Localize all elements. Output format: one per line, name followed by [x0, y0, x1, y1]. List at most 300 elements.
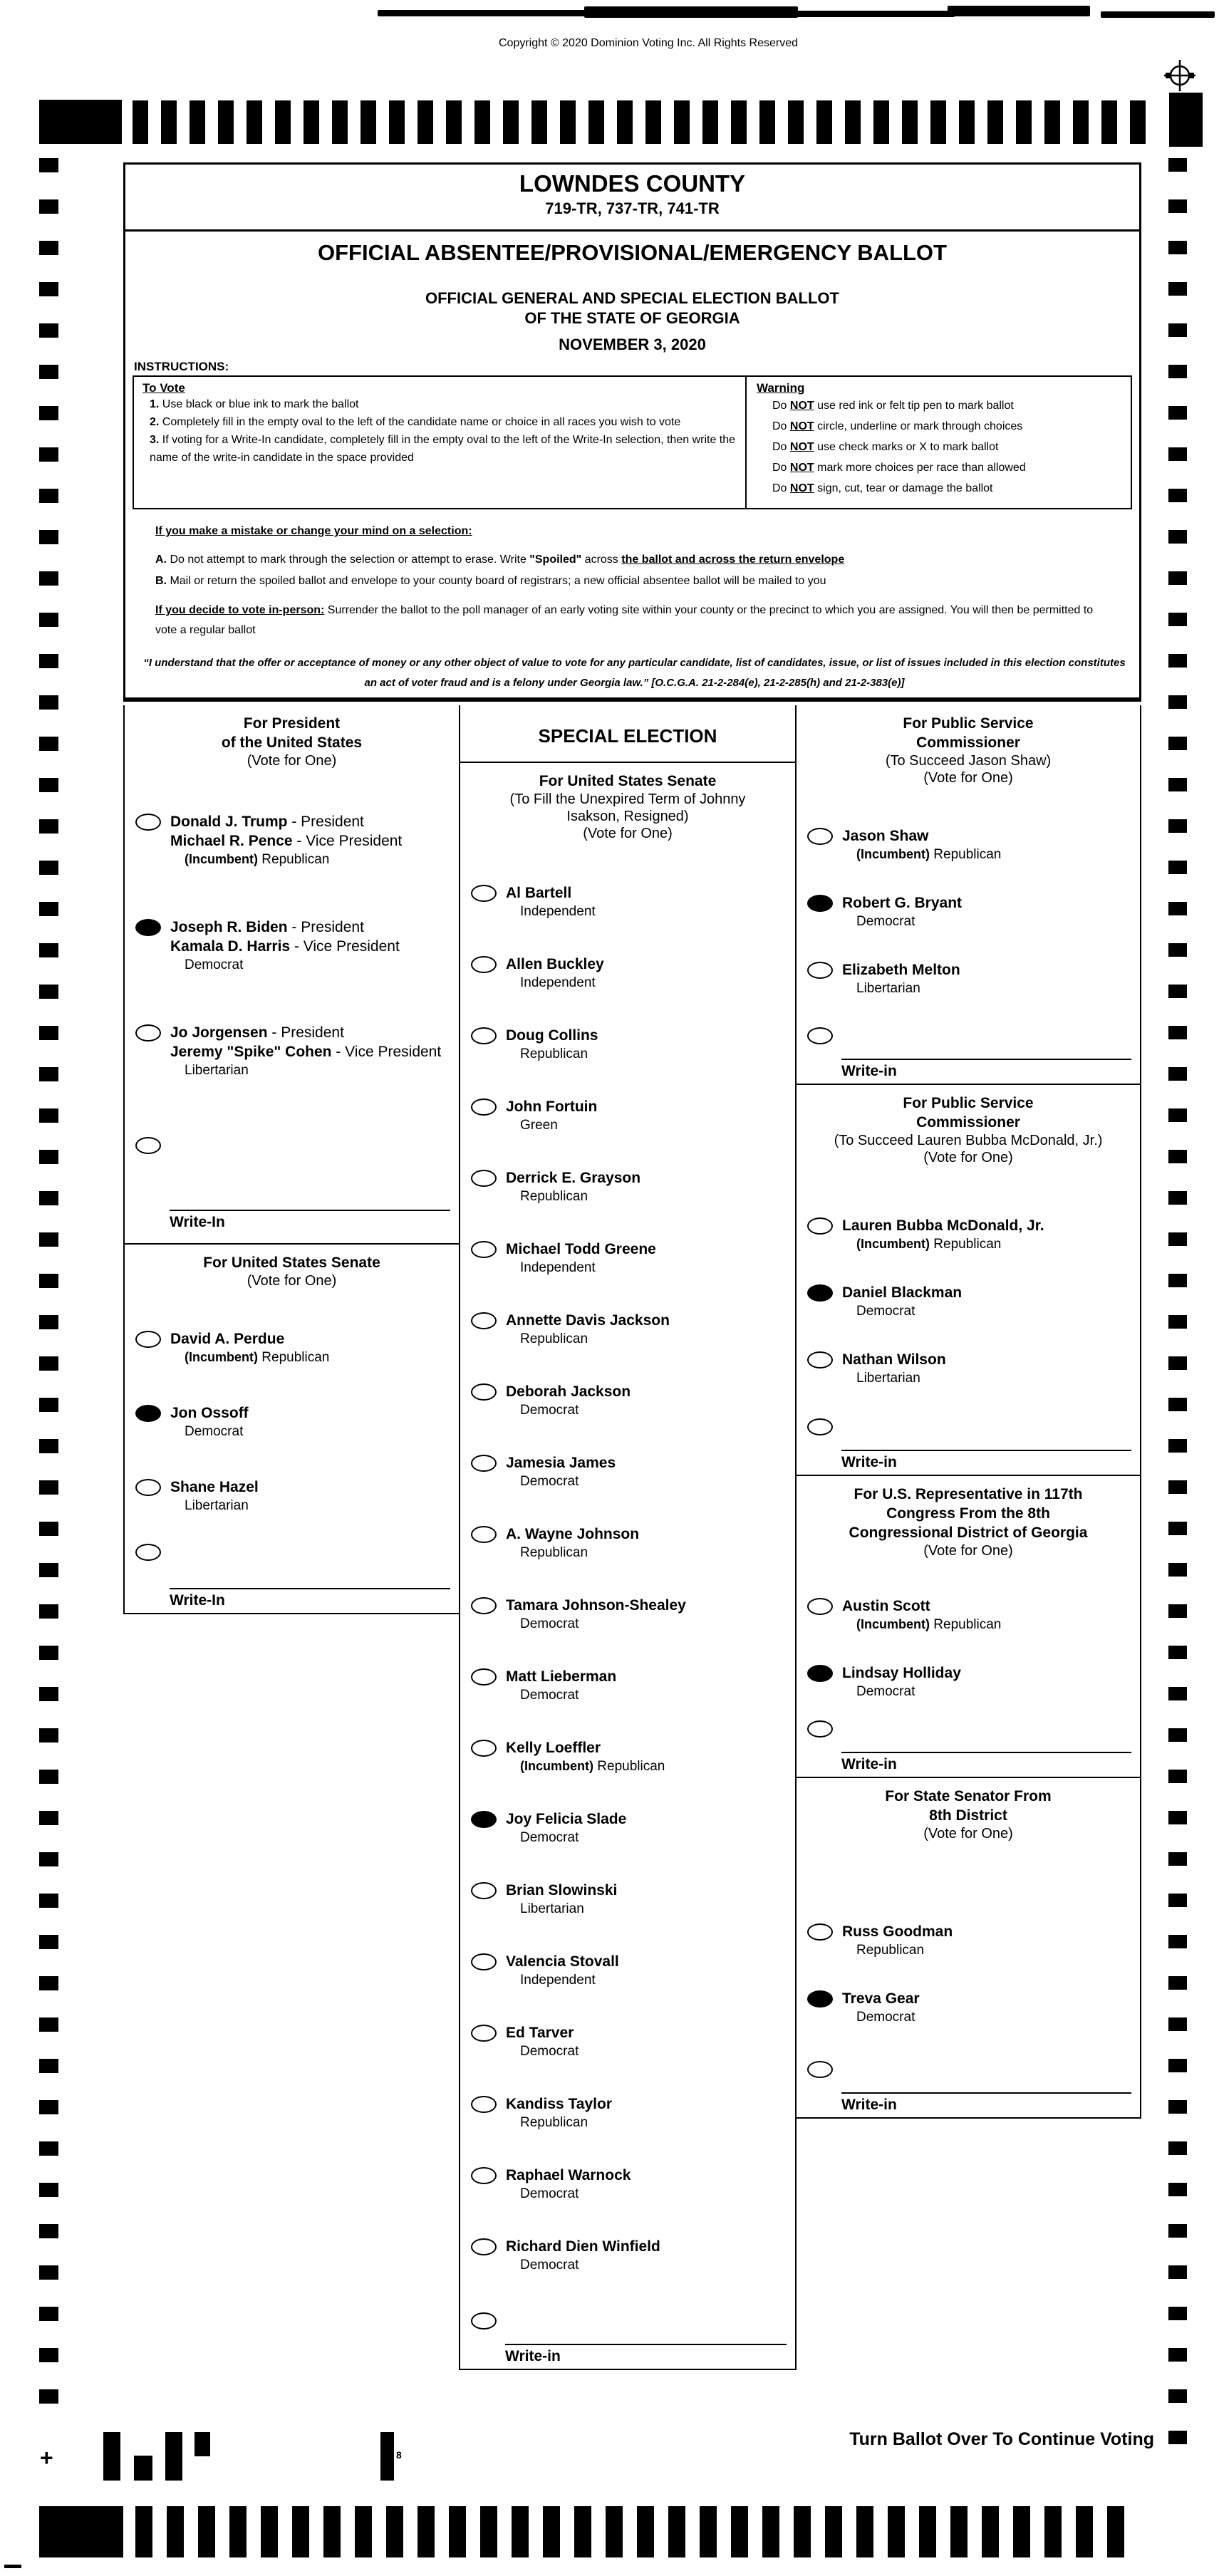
- contest-header: [797, 1787, 1140, 1842]
- candidate-text: [842, 826, 1001, 863]
- warning-item: Do NOT sign, cut, tear or damage the ballot: [772, 482, 993, 494]
- candidate-name: Nathan Wilson: [842, 1351, 946, 1368]
- timing-mark: [39, 241, 58, 255]
- timing-mark: [1073, 100, 1089, 144]
- ballot-oval[interactable]: [471, 1597, 497, 1614]
- party-label: [506, 1259, 656, 1277]
- timing-mark: [1168, 447, 1187, 461]
- party-label: [506, 1829, 626, 1847]
- ballot-oval[interactable]: [471, 1668, 497, 1686]
- warning-item: Do NOT use check marks or X to mark ballot: [772, 441, 999, 453]
- ballot-oval[interactable]: [471, 2096, 497, 2113]
- candidate-text: [506, 1453, 616, 1490]
- ballot-oval-filled[interactable]: [135, 919, 161, 936]
- party-label: [842, 1616, 1001, 1634]
- timing-mark: [39, 1522, 58, 1536]
- candidate-office-suffix: - President: [287, 814, 364, 830]
- candidate-name: Elizabeth Melton: [842, 962, 960, 978]
- candidate-row: [797, 1216, 1140, 1253]
- timing-mark: [39, 1894, 58, 1908]
- timing-mark: [1168, 1026, 1187, 1039]
- timing-mark: [762, 2506, 779, 2557]
- ballot-oval[interactable]: [807, 1217, 833, 1235]
- timing-mark: [39, 2389, 58, 2404]
- timing-mark: [930, 100, 946, 144]
- timing-mark: [449, 2506, 466, 2557]
- candidate-name-line: [842, 1663, 961, 1683]
- ballot-oval-filled[interactable]: [471, 1811, 497, 1828]
- timing-mark: [1168, 1646, 1187, 1659]
- timing-mark: [919, 2506, 936, 2557]
- timing-mark: [389, 100, 405, 144]
- ballot-oval-filled[interactable]: [807, 895, 833, 912]
- candidate-office-suffix: - President: [267, 1024, 344, 1041]
- party-label: [170, 1497, 259, 1515]
- timing-mark: [503, 100, 519, 144]
- timing-mark: [39, 1067, 58, 1081]
- timing-mark: [39, 1232, 58, 1247]
- ballot-subtitle-2: OF THE STATE OF GEORGIA: [524, 309, 740, 327]
- warning-item: Do NOT circle, underline or mark through choices: [772, 420, 1023, 432]
- ballot-oval[interactable]: [471, 1241, 497, 1258]
- write-in-oval[interactable]: [135, 1544, 161, 1561]
- candidate-name-line: [506, 1667, 616, 1686]
- timing-mark: [1168, 695, 1187, 709]
- party-label: [506, 1045, 598, 1063]
- timing-mark: [731, 2506, 748, 2557]
- timing-mark: [574, 2506, 591, 2557]
- race-title: Congress From the 8th: [886, 1505, 1050, 1522]
- ballot-oval[interactable]: [807, 1598, 833, 1615]
- party-name: Republican: [933, 1617, 1002, 1632]
- running-mate-line: [170, 831, 402, 851]
- party-name: Republican: [933, 1237, 1002, 1252]
- party-label: [170, 1423, 249, 1440]
- timing-mark: [1168, 1315, 1187, 1329]
- timing-mark: [1168, 2017, 1187, 2031]
- candidate-name-line: [842, 1596, 1001, 1616]
- ballot-oval[interactable]: [135, 1479, 161, 1496]
- timing-mark: [702, 100, 718, 144]
- candidate-text: [842, 1663, 961, 1700]
- candidate-name-line: [506, 1525, 639, 1544]
- candidate-name: Kelly Loeffler: [506, 1740, 601, 1756]
- candidate-list: [125, 1329, 459, 1515]
- party-label: [506, 1188, 640, 1205]
- race-title: 8th District: [929, 1807, 1007, 1824]
- scan-artifact: [584, 6, 798, 18]
- warning-item: Do NOT mark more choices per race than allowed: [772, 462, 1026, 474]
- edge-barcode-bar: [165, 2432, 182, 2481]
- party-name: Republican: [520, 1331, 588, 1346]
- party-name: Democrat: [856, 1684, 915, 1699]
- race-title: Congressional District of Georgia: [849, 1525, 1088, 1541]
- timing-mark: [39, 489, 58, 503]
- timing-mark: [617, 100, 633, 144]
- timing-mark: [1168, 2348, 1187, 2362]
- party-label: [506, 2256, 660, 2274]
- timing-mark: [1168, 2265, 1187, 2279]
- candidate-name: Richard Dien Winfield: [506, 2238, 660, 2255]
- candidate-name: Lauren Bubba McDonald, Jr.: [842, 1217, 1044, 1234]
- ballot-oval-filled[interactable]: [807, 1990, 833, 2008]
- candidate-name: John Fortuin: [506, 1099, 598, 1115]
- candidate-text: [842, 893, 962, 930]
- candidate-row: [460, 2166, 795, 2203]
- timing-mark: [1168, 1976, 1187, 1990]
- candidate-name: Austin Scott: [842, 1598, 930, 1614]
- timing-mark: [39, 571, 58, 586]
- timing-mark: [816, 100, 832, 144]
- candidate-row: [460, 1667, 795, 1704]
- timing-mark: [1168, 1108, 1187, 1122]
- timing-mark: [39, 1356, 58, 1371]
- ballot-oval[interactable]: [135, 1331, 161, 1348]
- vote-for-instruction: (Vote for One): [247, 753, 337, 769]
- candidate-name: Jason Shaw: [842, 828, 929, 844]
- timing-mark: [794, 2506, 811, 2557]
- timing-mark: [1168, 1687, 1187, 1700]
- running-mate-line: [170, 937, 400, 956]
- timing-mark: [531, 100, 547, 144]
- timing-mark: [902, 100, 918, 144]
- candidate-name: Brian Slowinski: [506, 1882, 618, 1899]
- party-label: [506, 1330, 670, 1348]
- write-in-oval[interactable]: [807, 2061, 833, 2078]
- party-name: Independent: [520, 1973, 596, 1988]
- race-subtitle: (To Fill the Unexpired Term of Johnny: [509, 791, 746, 807]
- candidate-name-line: [506, 1168, 640, 1188]
- timing-mark: [446, 100, 462, 144]
- contest-header: [125, 714, 459, 769]
- party-name: Democrat: [520, 2258, 579, 2273]
- candidate-text: [842, 1283, 962, 1320]
- alignment-plus-mark: +: [40, 2445, 53, 2471]
- edge-barcode-bar: [134, 2456, 152, 2481]
- party-name: Republican: [856, 1943, 925, 1958]
- party-name: Democrat: [856, 1304, 915, 1319]
- timing-mark: [39, 530, 58, 544]
- timing-mark: [1168, 158, 1187, 172]
- timing-mark: [668, 2506, 685, 2557]
- timing-mark: [1168, 199, 1187, 213]
- ballot-oval[interactable]: [471, 1526, 497, 1543]
- timing-mark: [1076, 2506, 1093, 2557]
- timing-mark: [759, 100, 775, 144]
- timing-mark: [825, 2506, 842, 2557]
- candidate-text: [842, 1922, 953, 1959]
- scan-artifact: [378, 10, 598, 16]
- timing-mark: [1168, 985, 1187, 998]
- party-label: [506, 1615, 686, 1633]
- write-in-oval[interactable]: [471, 2312, 497, 2330]
- ballot-oval[interactable]: [471, 1099, 497, 1116]
- party-label: [506, 1116, 597, 1134]
- timing-mark: [1168, 406, 1187, 420]
- mistake-step-a: A. Do not attempt to mark through the selection or attempt to erase. Write "Spoiled" across the ballot and across the return envelope: [155, 554, 845, 566]
- timing-mark: [39, 406, 58, 420]
- candidate-text: [842, 1596, 1001, 1634]
- party-label: [842, 980, 960, 997]
- warning-cell: [747, 377, 1131, 508]
- to-vote-cell: [134, 377, 747, 508]
- timing-mark: [417, 2506, 435, 2557]
- candidate-row: [460, 1596, 795, 1633]
- timing-mark: [1016, 100, 1032, 144]
- candidate-name-line: [506, 2237, 660, 2256]
- vote-for-instruction: (Vote for One): [923, 770, 1013, 786]
- candidate-text: [506, 2023, 579, 2060]
- timing-mark: [39, 1976, 58, 1990]
- timing-mark: [1169, 93, 1203, 147]
- ballot-oval[interactable]: [471, 956, 497, 973]
- candidate-row: [125, 1477, 459, 1515]
- candidate-text: [506, 955, 604, 992]
- timing-mark: [1168, 654, 1187, 668]
- county-name: LOWNDES COUNTY: [519, 170, 746, 197]
- candidate-row: [797, 1922, 1140, 1959]
- ballot-oval[interactable]: [471, 1027, 497, 1044]
- contest-psc-shaw: [797, 705, 1141, 1085]
- party-name: Libertarian: [856, 1371, 920, 1386]
- warning-item: Do NOT use red ink or felt tip pen to mark ballot: [772, 400, 1014, 412]
- party-label: [506, 974, 604, 992]
- candidate-name: Kandiss Taylor: [506, 2096, 612, 2112]
- party-name: Libertarian: [185, 1063, 249, 1078]
- timing-mark: [888, 2506, 905, 2557]
- party-name: Independent: [520, 1260, 596, 1275]
- timing-mark: [1013, 2506, 1030, 2557]
- vote-for-instruction: (Vote for One): [583, 826, 673, 841]
- timing-mark: [873, 100, 889, 144]
- candidate-text: [842, 1350, 946, 1387]
- timing-mark: [39, 100, 122, 144]
- incumbent-label: (Incumbent): [185, 852, 258, 866]
- candidate-text: [506, 1168, 640, 1205]
- write-in-label: Write-In: [170, 1592, 225, 1609]
- candidate-row: [460, 2237, 795, 2274]
- race-title: For President: [243, 715, 341, 732]
- write-in-label: Write-in: [841, 2097, 897, 2113]
- party-label: [842, 1235, 1044, 1253]
- candidate-text: [506, 1952, 619, 1989]
- vote-for-instruction: (Vote for One): [923, 1826, 1013, 1842]
- candidate-row: [125, 1329, 459, 1366]
- candidate-text: [170, 918, 400, 974]
- timing-mark: [39, 2224, 58, 2238]
- precinct-codes: 719-TR, 737-TR, 741-TR: [545, 199, 720, 217]
- timing-mark: [39, 1852, 58, 1866]
- candidate-row: [460, 1311, 795, 1348]
- timing-mark: [39, 1604, 58, 1619]
- running-mate-office-suffix: - Vice President: [331, 1044, 442, 1060]
- ballot-oval[interactable]: [471, 1170, 497, 1187]
- incumbent-label: (Incumbent): [520, 1759, 593, 1773]
- party-name: Republican: [261, 1350, 330, 1365]
- timing-mark: [39, 1398, 58, 1412]
- ballot-oval-filled[interactable]: [807, 1665, 833, 1682]
- write-in-oval[interactable]: [807, 1418, 833, 1435]
- race-subtitle: (To Succeed Lauren Bubba McDonald, Jr.): [834, 1133, 1103, 1148]
- timing-mark: [1168, 1894, 1187, 1907]
- incumbent-label: (Incumbent): [856, 847, 930, 861]
- edge-mark-digit: 8: [396, 2449, 402, 2461]
- ballot-oval[interactable]: [807, 1923, 833, 1941]
- write-in-oval[interactable]: [135, 1137, 161, 1154]
- incumbent-label: (Incumbent): [856, 1617, 930, 1631]
- timing-mark: [39, 2183, 58, 2197]
- timing-mark: [1168, 489, 1187, 502]
- ballot-oval[interactable]: [471, 2167, 497, 2184]
- timing-mark: [1168, 282, 1187, 296]
- timing-mark: [198, 2506, 215, 2557]
- ballot-oval[interactable]: [807, 962, 833, 979]
- ballot-oval[interactable]: [471, 1312, 497, 1329]
- candidate-name-line: [506, 1453, 616, 1473]
- party-label: [506, 2185, 631, 2203]
- candidate-name-line: [842, 826, 1001, 846]
- party-name: Libertarian: [185, 1498, 249, 1513]
- timing-mark: [39, 282, 58, 296]
- candidate-name: Russ Goodman: [842, 1923, 953, 1940]
- timing-mark: [39, 1274, 58, 1288]
- candidate-row: [460, 1097, 795, 1134]
- timing-mark: [135, 2506, 152, 2557]
- party-label: [506, 1473, 616, 1490]
- ballot-oval[interactable]: [471, 1882, 497, 1899]
- timing-mark: [39, 2100, 58, 2114]
- timing-mark: [323, 2506, 341, 2557]
- candidate-name: Robert G. Bryant: [842, 895, 963, 911]
- party-label: [506, 1401, 631, 1419]
- timing-mark: [1101, 100, 1117, 144]
- candidate-row: [125, 918, 459, 974]
- contest-us-senate-special: [459, 705, 797, 2370]
- timing-mark: [1168, 1522, 1187, 1535]
- ballot-oval[interactable]: [135, 1024, 161, 1042]
- write-in-label: Write-in: [841, 1454, 897, 1470]
- candidate-row: [797, 1989, 1140, 2026]
- running-mate-office-suffix: - Vice President: [290, 938, 400, 955]
- ballot-oval[interactable]: [135, 814, 161, 831]
- candidate-name: Derrick E. Grayson: [506, 1170, 641, 1186]
- candidate-name-line: [842, 1989, 920, 2008]
- party-name: Democrat: [856, 914, 915, 929]
- candidate-row: [460, 1881, 795, 1918]
- in-person-note: If you decide to vote in-person: Surrender the ballot to the poll manager of an early voting site within your county or the precinct to which you are assigned. You will then be permitted to vote a regular ballot: [155, 604, 1094, 636]
- timing-mark: [987, 100, 1003, 144]
- candidate-text: [506, 1596, 686, 1633]
- write-in-oval[interactable]: [807, 1720, 833, 1738]
- timing-mark: [1168, 2141, 1187, 2155]
- candidate-text: [506, 883, 596, 920]
- timing-mark: [1168, 613, 1187, 626]
- ballot-title: OFFICIAL ABSENTEE/PROVISIONAL/EMERGENCY BALLOT: [318, 240, 947, 265]
- ballot-oval[interactable]: [471, 1740, 497, 1757]
- party-label: [506, 1544, 639, 1562]
- candidate-row: [460, 1738, 795, 1775]
- instructions-label: INSTRUCTIONS:: [134, 360, 229, 373]
- timing-mark: [700, 2506, 717, 2557]
- vote-for-instruction: (Vote for One): [247, 1273, 337, 1289]
- ballot-oval[interactable]: [807, 828, 833, 845]
- copyright-line: Copyright © 2020 Dominion Voting Inc. All Rights Reserved: [498, 37, 798, 49]
- ballot-oval[interactable]: [471, 885, 497, 902]
- timing-mark: [39, 861, 58, 875]
- candidate-text: [170, 1023, 441, 1079]
- timing-mark: [39, 695, 58, 710]
- party-name: Democrat: [520, 1616, 579, 1631]
- timing-mark: [39, 1770, 58, 1784]
- candidate-name-line: [506, 2166, 631, 2185]
- timing-mark: [606, 2506, 623, 2557]
- candidate-name-line: [506, 1809, 626, 1829]
- contest-us-rep-8th: [797, 1476, 1141, 1778]
- candidate-name-line: [842, 1350, 946, 1369]
- candidate-name: Allen Buckley: [506, 956, 604, 972]
- race-subtitle: (To Succeed Jason Shaw): [885, 753, 1052, 769]
- contest-us-senate: [123, 1245, 459, 1614]
- timing-mark: [1168, 2100, 1187, 2114]
- party-name: Libertarian: [856, 981, 920, 996]
- ballot-oval[interactable]: [807, 1351, 833, 1368]
- party-label: [506, 903, 596, 920]
- candidate-name-line: [506, 1738, 665, 1757]
- candidate-name: Matt Lieberman: [506, 1668, 617, 1685]
- candidate-text: [506, 1240, 656, 1277]
- party-name: Democrat: [520, 2186, 579, 2201]
- timing-mark: [292, 2506, 309, 2557]
- party-name: Independent: [520, 904, 596, 919]
- party-label: [170, 1061, 441, 1079]
- timing-mark: [386, 2506, 403, 2557]
- candidate-name: Al Bartell: [506, 885, 572, 901]
- timing-mark: [275, 100, 291, 144]
- timing-mark: [247, 100, 262, 144]
- candidate-name: Doug Collins: [506, 1027, 598, 1044]
- ballot-oval-filled[interactable]: [135, 1405, 161, 1422]
- party-name: Republican: [261, 852, 330, 867]
- timing-mark: [1168, 902, 1187, 915]
- section-title: SPECIAL ELECTION: [460, 714, 795, 763]
- write-in-row: [807, 1417, 1131, 1472]
- party-name: Republican: [520, 1545, 588, 1560]
- candidate-name: Daniel Blackman: [842, 1284, 963, 1301]
- contest-header: [125, 1253, 459, 1289]
- timing-mark: [218, 100, 234, 144]
- timing-mark: [39, 2141, 58, 2156]
- party-label: [842, 846, 1001, 863]
- candidate-name: Joseph R. Biden: [170, 919, 288, 935]
- write-in-oval[interactable]: [807, 1027, 833, 1044]
- ballot-oval[interactable]: [471, 2025, 497, 2042]
- party-name: Democrat: [185, 957, 244, 972]
- contest-header: [797, 1485, 1140, 1559]
- ballot-oval-filled[interactable]: [807, 1284, 833, 1302]
- ballot-oval[interactable]: [471, 1383, 497, 1401]
- timing-mark: [39, 1108, 58, 1123]
- ballot-oval[interactable]: [471, 2238, 497, 2255]
- timing-mark: [39, 1563, 58, 1577]
- candidate-text: [506, 2237, 660, 2274]
- candidate-name: Donald J. Trump: [170, 814, 288, 830]
- timing-mark: [1168, 943, 1187, 957]
- ballot-oval[interactable]: [471, 1953, 497, 1970]
- timing-mark: [1168, 323, 1187, 337]
- timing-mark: [1168, 1728, 1187, 1742]
- candidate-list: [125, 812, 459, 1079]
- ballot-oval[interactable]: [471, 1455, 497, 1472]
